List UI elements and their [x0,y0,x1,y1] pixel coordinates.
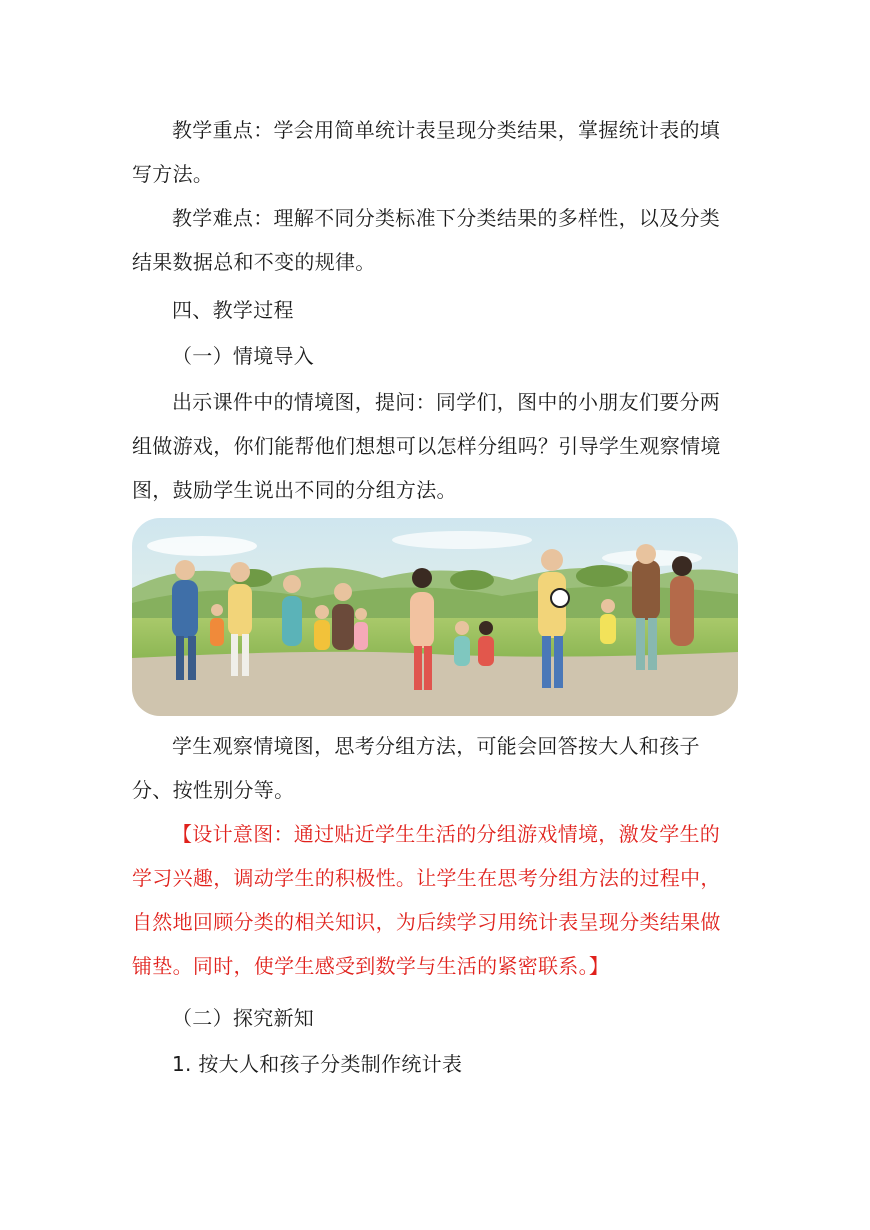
scene-illustration [132,518,738,716]
subsection-heading-explore: （二）探究新知 [172,1006,315,1030]
step-1-heading: 1. 按大人和孩子分类制作统计表 [172,1052,463,1076]
section-heading-process: 四、教学过程 [172,298,294,322]
difficulty-paragraph: 教学难点：理解不同分类标准下分类结果的多样性，以及分类结果数据总和不变的规律。 [132,206,721,274]
design-intent-paragraph: 【设计意图：通过贴近学生生活的分组游戏情境，激发学生的学习兴趣，调动学生的积极性。让学生在思考分组方法的过程中，自然地回顾分类的相关知识，为后续学习用统计表呈现分类结果做铺垫。同时，使学生感受到数学与生活的紧密联系。】 [132,822,721,978]
subsection-heading-intro: （一）情境导入 [172,344,315,368]
key-point-paragraph: 教学重点：学会用简单统计表呈现分类结果，掌握统计表的填写方法。 [132,118,721,186]
intro-paragraph: 出示课件中的情境图，提问：同学们，图中的小朋友们要分两组做游戏，你们能帮他们想想可以怎样分组吗？引导学生观察情境图，鼓励学生说出不同的分组方法。 [132,390,721,502]
observe-paragraph: 学生观察情境图，思考分组方法，可能会回答按大人和孩子分、按性别分等。 [132,734,700,802]
